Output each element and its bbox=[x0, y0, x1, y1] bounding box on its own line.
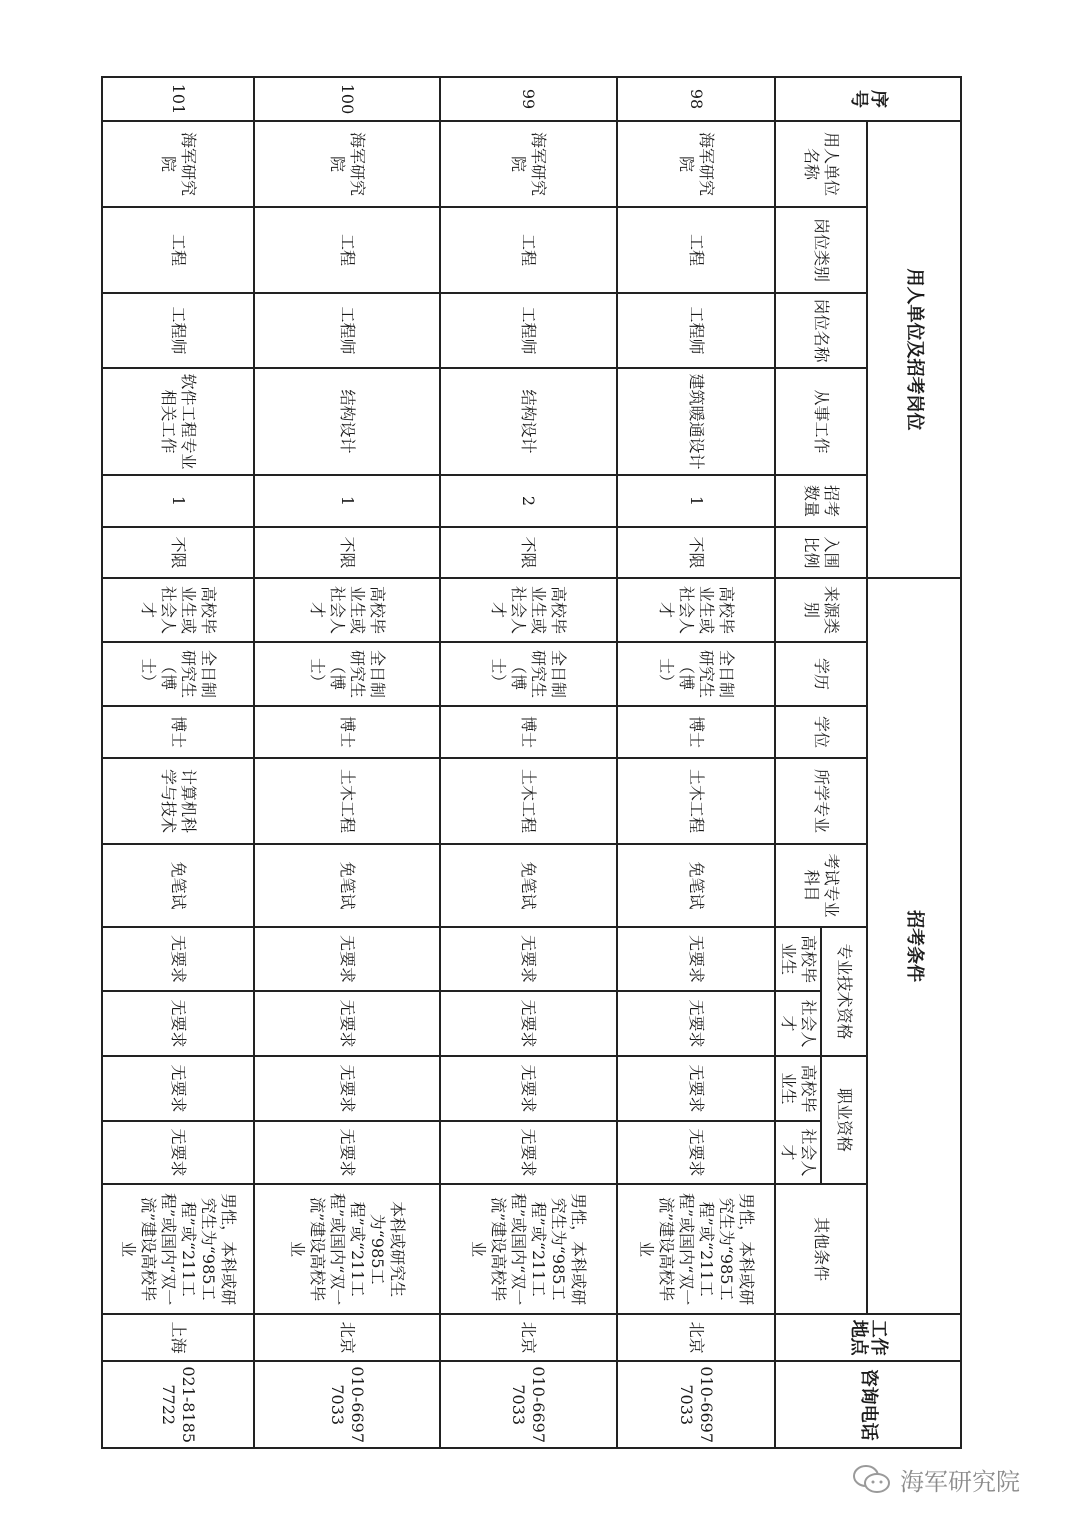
cell-source-category: 高校毕业生或社会人才 bbox=[617, 578, 775, 642]
header-voc-grad: 高校毕业生 bbox=[775, 1056, 821, 1121]
cell-work-content: 结构设计 bbox=[440, 368, 617, 475]
cell-recruit-count: 1 bbox=[102, 475, 254, 527]
cell-prof-social: 无要求 bbox=[102, 991, 254, 1056]
cell-source-category: 高校毕业生或社会人才 bbox=[254, 578, 440, 642]
header-prof-social: 社会人才 bbox=[775, 991, 821, 1056]
cell-seq: 101 bbox=[102, 77, 254, 121]
cell-other-conditions: 男性，本科或研究生为“985工程”或“211工程”或国内“双一流”建设高校毕业 bbox=[440, 1184, 617, 1314]
header-work-content: 从事工作 bbox=[775, 368, 867, 475]
cell-other-conditions: 男性，本科或研究生为“985工程”或“211工程”或国内“双一流”建设高校毕业 bbox=[617, 1184, 775, 1314]
cell-major: 土木工程 bbox=[617, 758, 775, 844]
cell-voc-social: 无要求 bbox=[617, 1121, 775, 1184]
header-contact-phone: 咨询电话 bbox=[775, 1361, 961, 1448]
cell-voc-grad: 无要求 bbox=[440, 1056, 617, 1121]
cell-voc-social: 无要求 bbox=[102, 1121, 254, 1184]
cell-education: 全日制研究生（博士） bbox=[102, 642, 254, 706]
cell-degree: 博士 bbox=[440, 706, 617, 758]
cell-prof-social: 无要求 bbox=[254, 991, 440, 1056]
cell-exam-subject: 免笔试 bbox=[102, 844, 254, 927]
cell-exam-subject: 免笔试 bbox=[617, 844, 775, 927]
cell-voc-social: 无要求 bbox=[254, 1121, 440, 1184]
cell-position-category: 工程 bbox=[617, 207, 775, 293]
cell-education: 全日制研究生（博士） bbox=[440, 642, 617, 706]
cell-work-content: 建筑暖通设计 bbox=[617, 368, 775, 475]
cell-seq: 100 bbox=[254, 77, 440, 121]
cell-exam-subject: 免笔试 bbox=[254, 844, 440, 927]
cell-phone: 010-66977033 bbox=[254, 1361, 440, 1448]
cell-position-name: 工程师 bbox=[617, 293, 775, 368]
cell-voc-social: 无要求 bbox=[440, 1121, 617, 1184]
cell-location: 北京 bbox=[440, 1314, 617, 1361]
header-degree: 学位 bbox=[775, 706, 867, 758]
header-voc-social: 社会人才 bbox=[775, 1121, 821, 1184]
header-prof-grad: 高校毕业生 bbox=[775, 927, 821, 991]
watermark bbox=[852, 1462, 1020, 1497]
header-exam-subject: 考试专业科目 bbox=[775, 844, 867, 927]
header-seq: 序号 bbox=[775, 77, 961, 121]
cell-position-name: 工程师 bbox=[102, 293, 254, 368]
cell-unit-name: 海军研究院 bbox=[102, 121, 254, 207]
table-row bbox=[440, 77, 617, 1448]
cell-other-conditions: 男性，本科或研究生为“985工程”或“211工程”或国内“双一流”建设高校毕业 bbox=[102, 1184, 254, 1314]
header-other-conditions: 其他条件 bbox=[775, 1184, 867, 1314]
header-position-name: 岗位名称 bbox=[775, 293, 867, 368]
cell-voc-grad: 无要求 bbox=[617, 1056, 775, 1121]
cell-degree: 博士 bbox=[254, 706, 440, 758]
cell-shortlist-ratio: 不限 bbox=[617, 527, 775, 578]
cell-phone: 021-81857722 bbox=[102, 1361, 254, 1448]
header-shortlist-ratio: 入围比例 bbox=[775, 527, 867, 578]
cell-degree: 博士 bbox=[102, 706, 254, 758]
cell-education: 全日制研究生（博士） bbox=[617, 642, 775, 706]
cell-prof-grad: 无要求 bbox=[440, 927, 617, 991]
cell-recruit-count: 1 bbox=[254, 475, 440, 527]
cell-prof-grad: 无要求 bbox=[254, 927, 440, 991]
header-major: 所学专业 bbox=[775, 758, 867, 844]
recruitment-table bbox=[101, 76, 962, 1449]
cell-prof-grad: 无要求 bbox=[102, 927, 254, 991]
cell-shortlist-ratio: 不限 bbox=[440, 527, 617, 578]
cell-major: 计算机科学与技术 bbox=[102, 758, 254, 844]
cell-exam-subject: 免笔试 bbox=[440, 844, 617, 927]
cell-unit-name: 海军研究院 bbox=[440, 121, 617, 207]
cell-position-name: 工程师 bbox=[440, 293, 617, 368]
header-row-groups bbox=[867, 77, 961, 1448]
header-recruit-count: 招考数量 bbox=[775, 475, 867, 527]
cell-source-category: 高校毕业生或社会人才 bbox=[102, 578, 254, 642]
cell-location: 北京 bbox=[254, 1314, 440, 1361]
cell-major: 土木工程 bbox=[440, 758, 617, 844]
header-row-sub bbox=[821, 77, 867, 1448]
cell-position-category: 工程 bbox=[102, 207, 254, 293]
watermark-text: 海军研究院 bbox=[900, 1468, 1020, 1496]
cell-position-category: 工程 bbox=[440, 207, 617, 293]
header-group-conditions: 招考条件 bbox=[867, 578, 961, 1314]
rotated-recruitment-table-container bbox=[102, 76, 962, 1447]
cell-prof-social: 无要求 bbox=[440, 991, 617, 1056]
cell-phone: 010-66977033 bbox=[617, 1361, 775, 1448]
cell-voc-grad: 无要求 bbox=[254, 1056, 440, 1121]
header-unit-name: 用人单位名称 bbox=[775, 121, 867, 207]
table-row bbox=[254, 77, 440, 1448]
cell-major: 土木工程 bbox=[254, 758, 440, 844]
cell-education: 全日制研究生（博士） bbox=[254, 642, 440, 706]
cell-prof-grad: 无要求 bbox=[617, 927, 775, 991]
cell-position-name: 工程师 bbox=[254, 293, 440, 368]
cell-recruit-count: 2 bbox=[440, 475, 617, 527]
cell-shortlist-ratio: 不限 bbox=[102, 527, 254, 578]
table-row bbox=[102, 77, 254, 1448]
header-prof-tech-qual: 专业技术资格 bbox=[821, 927, 867, 1056]
cell-seq: 99 bbox=[440, 77, 617, 121]
cell-phone: 010-66977033 bbox=[440, 1361, 617, 1448]
cell-degree: 博士 bbox=[617, 706, 775, 758]
cell-work-content: 软件工程专业相关工作 bbox=[102, 368, 254, 475]
header-source-category: 来源类别 bbox=[775, 578, 867, 642]
cell-source-category: 高校毕业生或社会人才 bbox=[440, 578, 617, 642]
table-row bbox=[617, 77, 775, 1448]
cell-position-category: 工程 bbox=[254, 207, 440, 293]
cell-seq: 98 bbox=[617, 77, 775, 121]
wechat-icon bbox=[852, 1464, 892, 1496]
cell-voc-grad: 无要求 bbox=[102, 1056, 254, 1121]
cell-work-content: 结构设计 bbox=[254, 368, 440, 475]
cell-recruit-count: 1 bbox=[617, 475, 775, 527]
header-vocational-qual: 职业资格 bbox=[821, 1056, 867, 1184]
cell-other-conditions: 本科或研究生为“985工程”或“211工程”或国内“双一流”建设高校毕业 bbox=[254, 1184, 440, 1314]
cell-location: 北京 bbox=[617, 1314, 775, 1361]
cell-prof-social: 无要求 bbox=[617, 991, 775, 1056]
cell-shortlist-ratio: 不限 bbox=[254, 527, 440, 578]
cell-unit-name: 海军研究院 bbox=[254, 121, 440, 207]
header-group-unit: 用人单位及招考岗位 bbox=[867, 121, 961, 578]
cell-location: 上海 bbox=[102, 1314, 254, 1361]
header-education: 学历 bbox=[775, 642, 867, 706]
header-work-location: 工作地点 bbox=[775, 1314, 961, 1361]
header-position-category: 岗位类别 bbox=[775, 207, 867, 293]
cell-unit-name: 海军研究院 bbox=[617, 121, 775, 207]
